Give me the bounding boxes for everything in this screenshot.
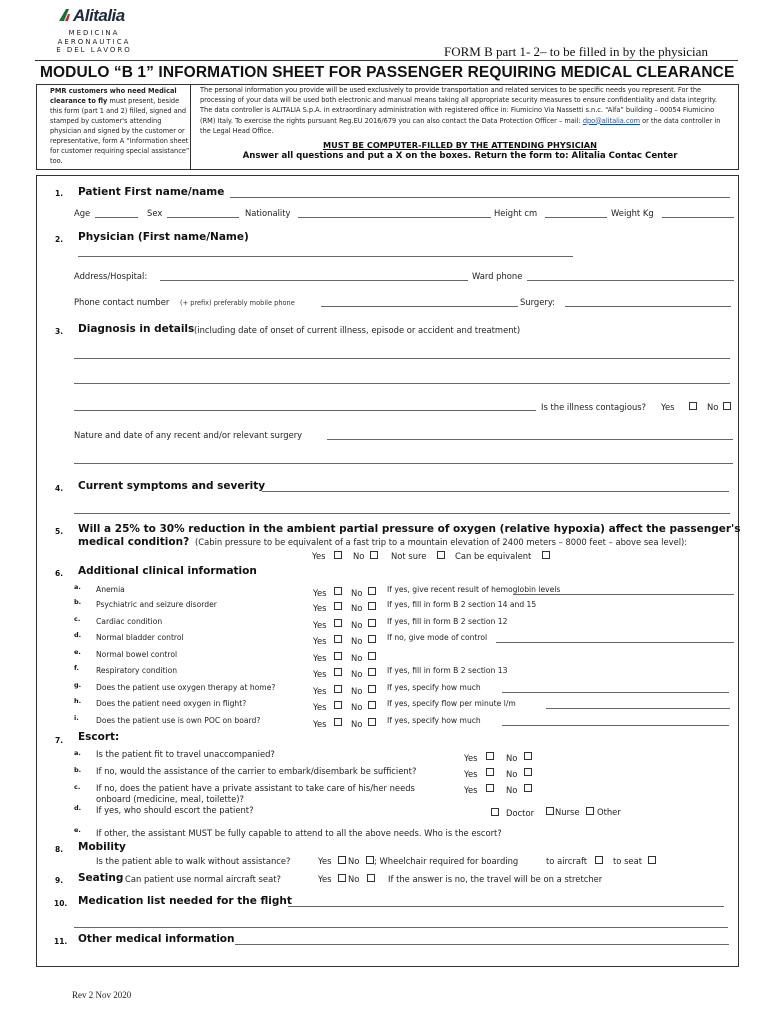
section-number: 3. [55, 327, 64, 336]
age-label: Age [74, 208, 91, 218]
escort-q-c: If no, does the patient have a private assistant to take care of his/her needs [96, 783, 415, 793]
surgery-nature-field[interactable] [327, 439, 733, 440]
escort-a-yes-checkbox[interactable] [486, 752, 494, 760]
hypoxia-equivalent-label: Can be equivalent [455, 551, 532, 561]
clinical-item-note: If yes, fill in form B 2 section 13 [387, 666, 508, 675]
weight-field[interactable] [662, 217, 734, 218]
dpo-email-link[interactable]: dpo@alitalia.com [582, 116, 641, 125]
clinical-item-label: Does the patient need oxygen in flight? [96, 699, 247, 708]
item-letter: e. [74, 648, 81, 656]
pmr-note [36, 84, 191, 170]
page-title: MODULO “B 1” INFORMATION SHEET FOR PASSENGER REQUIRING MEDICAL CLEARANCE [40, 64, 735, 81]
mobility-yes-checkbox[interactable] [338, 856, 346, 864]
clinical-item-no-label: No [351, 653, 363, 663]
hypoxia-no-checkbox[interactable] [370, 551, 378, 559]
item-letter: i. [74, 714, 79, 722]
item-letter: f. [74, 664, 79, 672]
clinical-item-yes-label: Yes [313, 702, 327, 712]
clinical-item-no-checkbox[interactable] [368, 685, 376, 693]
section-number: 6. [55, 569, 64, 578]
seating-no-checkbox[interactable] [367, 874, 375, 882]
ward-phone-label: Ward phone [472, 271, 523, 281]
clinical-item-detail-field[interactable] [513, 594, 734, 595]
seating-no-label: No [348, 874, 360, 884]
mobility-question: Is the patient able to walk without assistance? [96, 856, 291, 866]
hypoxia-no-label: No [353, 551, 365, 561]
address-field[interactable] [160, 280, 468, 281]
surgery-nature-label: Nature and date of any recent and/or relevant surgery [74, 430, 303, 440]
mobility-no-label: No [348, 856, 360, 866]
clinical-item-no-label: No [351, 669, 363, 679]
clinical-item-no-label: No [351, 719, 363, 729]
clinical-item-yes-checkbox[interactable] [334, 635, 342, 643]
clinical-item-detail-field[interactable] [502, 725, 729, 726]
clinical-item-yes-checkbox[interactable] [334, 718, 342, 726]
alitalia-logo [58, 6, 134, 55]
mobility-no-checkbox[interactable] [366, 856, 374, 864]
section-title-seating: Seating [78, 872, 124, 884]
diagnosis-note: (including date of onset of current illness, episode or accident and treatment) [194, 325, 521, 335]
clinical-item-label: Does the patient use oxygen therapy at home? [96, 683, 276, 692]
medication-line-2[interactable] [74, 927, 728, 928]
sex-label: Sex [147, 208, 163, 218]
hypoxia-equivalent-checkbox[interactable] [542, 551, 550, 559]
surgery-field[interactable] [565, 306, 731, 307]
clinical-item-no-label: No [351, 620, 363, 630]
section-number: 1. [55, 189, 64, 198]
clinical-item-no-label: No [351, 588, 363, 598]
section-title-physician: Physician (First name/Name) [78, 231, 249, 243]
escort-doctor-label: Doctor [506, 808, 535, 818]
pmr-note-text: must present, beside this form (part 1 and 2) filled, signed and stamped by customer's attending physician and signed by the customer or representative, form A “Information sheet for customer requiring special assistance” too. [50, 97, 190, 165]
escort-b-yes-label: Yes [464, 769, 478, 779]
clinical-item-yes-label: Yes [313, 669, 327, 679]
section-title-hypoxia: Will a 25% to 30% reduction in the ambient partial pressure of oxygen (relative hypoxia) affect the passenger's [78, 523, 741, 535]
clinical-item-yes-label: Yes [313, 603, 327, 613]
clinical-item-label: Psychiatric and seizure disorder [96, 600, 217, 609]
nationality-field[interactable] [298, 217, 491, 218]
clinical-item-note: If yes, fill in form B 2 section 12 [387, 617, 508, 626]
hypoxia-notsure-checkbox[interactable] [437, 551, 445, 559]
section-number: 8. [55, 845, 64, 854]
clinical-item-note: If yes, give recent result of hemoglobin levels [387, 585, 561, 594]
header-divider [35, 60, 738, 61]
section-title-diagnosis: Diagnosis in details [78, 323, 195, 335]
clinical-item-yes-checkbox[interactable] [334, 619, 342, 627]
patient-name-field[interactable] [230, 197, 730, 198]
escort-other-checkbox[interactable] [586, 807, 594, 815]
escort-c-yes-label: Yes [464, 785, 478, 795]
to-aircraft-label: to aircraft [546, 856, 588, 866]
section-number: 10. [54, 899, 68, 908]
hypoxia-yes-checkbox[interactable] [334, 551, 342, 559]
clinical-item-yes-checkbox[interactable] [334, 685, 342, 693]
escort-nurse-label: Nurse [555, 807, 580, 817]
section-title-mobility: Mobility [78, 841, 126, 853]
clinical-item-no-checkbox[interactable] [368, 668, 376, 676]
escort-b-yes-checkbox[interactable] [486, 768, 494, 776]
section-number: 4. [55, 484, 64, 493]
contagious-no-checkbox[interactable] [723, 402, 731, 410]
clinical-item-label: Normal bladder control [96, 633, 184, 642]
escort-a-yes-label: Yes [464, 753, 478, 763]
to-aircraft-checkbox[interactable] [595, 856, 603, 864]
section-title-medication: Medication list needed for the flight [78, 895, 292, 907]
clinical-item-label: Anemia [96, 585, 125, 594]
section-number: 11. [54, 937, 68, 946]
clinical-item-no-label: No [351, 636, 363, 646]
hypoxia-yes-label: Yes [312, 551, 326, 561]
revision-footer: Rev 2 Nov 2020 [72, 990, 132, 1000]
section-title-patient: Patient First name/name [78, 186, 225, 198]
clinical-item-note: If yes, specify how much [387, 683, 481, 692]
clinical-item-yes-checkbox[interactable] [334, 701, 342, 709]
clinical-item-yes-checkbox[interactable] [334, 602, 342, 610]
clinical-item-label: Cardiac condition [96, 617, 163, 626]
privacy-text-1: The personal information you provide will be used exclusively to provide transportation and related services to be specific needs you represent. For the processing of your data will be used both electronic and manual means taking all appropriate security measures to ensure confidentiality and data integrity. The data controller is ALITALIA S.p.A. in extraordinary administration with registered office in: Fiumicino Via Nassetti s.n.c. “Alfa” building – 00054 Fiumicino (RM) Italy. To exercise the rights pursuant Reg.EU 2016/679 you can also contact the Data Protection Officer – mail: [200, 86, 717, 125]
clinical-item-note: If yes, fill in form B 2 section 14 and 15 [387, 600, 537, 609]
age-field[interactable] [95, 217, 138, 218]
address-label: Address/Hospital: [74, 271, 148, 281]
escort-q-b: If no, would the assistance of the carrier to embark/disembark be sufficient? [96, 766, 417, 776]
answer-instructions: Answer all questions and put a X on the boxes. Return the form to: Alitalia Contac Center [242, 151, 678, 161]
logo-sub-2: AERONAUTICA [57, 37, 131, 46]
section-number: 5. [55, 527, 64, 536]
to-seat-label: to seat [613, 856, 643, 866]
clinical-item-no-checkbox[interactable] [368, 652, 376, 660]
clinical-item-note: If no, give mode of control [387, 633, 488, 642]
contagious-no-label: No [707, 402, 719, 412]
privacy-text-2: or the data controller in the Legal Head Office. [200, 116, 721, 135]
escort-q-c-2: onboard (medicine, meal, toilette)? [96, 794, 244, 804]
clinical-item-yes-label: Yes [313, 636, 327, 646]
clinical-item-yes-checkbox[interactable] [334, 587, 342, 595]
clinical-item-no-checkbox[interactable] [368, 602, 376, 610]
to-seat-checkbox[interactable] [648, 856, 656, 864]
surgery-label: Surgery: [520, 297, 555, 307]
escort-a-no-checkbox[interactable] [524, 752, 532, 760]
must-computer-filled: MUST BE COMPUTER-FILLED BY THE ATTENDING PHYSICIAN [323, 140, 597, 150]
wheelchair-label: ; Wheelchair required for boarding [374, 856, 519, 866]
item-letter: g. [74, 681, 82, 689]
clinical-item-note: If yes, specify how much [387, 716, 481, 725]
nationality-label: Nationality [245, 208, 291, 218]
escort-q-e: If other, the assistant MUST be fully capable to attend to all the above needs. Who is the escort? [96, 828, 502, 838]
clinical-item-yes-label: Yes [313, 719, 327, 729]
symptoms-field[interactable] [262, 491, 729, 492]
section-title-hypoxia-2: medical condition? [78, 536, 190, 548]
contagious-yes-label: Yes [661, 402, 675, 412]
form-label: FORM B part 1- 2– to be filled in by the physician [444, 44, 708, 59]
clinical-item-no-checkbox[interactable] [368, 701, 376, 709]
seating-question: Can patient use normal aircraft seat? [125, 874, 281, 884]
escort-q-a: Is the patient fit to travel unaccompanied? [96, 749, 275, 759]
clinical-item-no-checkbox[interactable] [368, 718, 376, 726]
clinical-item-no-checkbox[interactable] [368, 587, 376, 595]
clinical-item-yes-label: Yes [313, 686, 327, 696]
sex-field[interactable] [167, 217, 239, 218]
clinical-item-yes-label: Yes [313, 588, 327, 598]
escort-b-no-label: No [506, 769, 518, 779]
phone-field[interactable] [321, 306, 518, 307]
ward-phone-field[interactable] [527, 280, 734, 281]
height-label: Height cm [494, 208, 538, 218]
escort-c-no-checkbox[interactable] [524, 784, 532, 792]
symptoms-line-2[interactable] [74, 513, 730, 514]
escort-q-d: If yes, who should escort the patient? [96, 805, 254, 815]
hypoxia-note: (Cabin pressure to be equivalent of a fast trip to a mountain elevation of 2400 meters – 8000 feet – above sea level): [195, 537, 688, 547]
height-field[interactable] [545, 217, 607, 218]
seating-yes-checkbox[interactable] [338, 874, 346, 882]
contagious-yes-checkbox[interactable] [689, 402, 697, 410]
surgery-nature-line-2[interactable] [74, 463, 733, 464]
escort-doctor-checkbox[interactable] [491, 808, 499, 816]
phone-label: Phone contact number [74, 297, 170, 307]
item-letter: a. [74, 583, 81, 591]
clinical-item-no-label: No [351, 603, 363, 613]
diagnosis-line-2[interactable] [74, 383, 730, 384]
section-number: 2. [55, 235, 64, 244]
other-info-field[interactable] [235, 944, 729, 945]
escort-c-yes-checkbox[interactable] [486, 784, 494, 792]
clinical-item-yes-label: Yes [313, 653, 327, 663]
diagnosis-line-1[interactable] [74, 358, 730, 359]
clinical-item-detail-field[interactable] [502, 692, 729, 693]
diagnosis-line-3[interactable] [74, 410, 536, 411]
weight-label: Weight Kg [611, 208, 654, 218]
logo-brand: Alitalia [73, 6, 125, 25]
stretcher-note: If the answer is no, the travel will be on a stretcher [388, 874, 603, 884]
clinical-item-label: Does the patient use is own POC on board? [96, 716, 261, 725]
contagious-label: Is the illness contagious? [541, 402, 647, 412]
item-letter: b. [74, 598, 82, 606]
clinical-item-note: If yes, specify flow per minute l/m [387, 699, 516, 708]
escort-b-no-checkbox[interactable] [524, 768, 532, 776]
seating-yes-label: Yes [318, 874, 332, 884]
clinical-item-no-label: No [351, 702, 363, 712]
clinical-item-yes-label: Yes [313, 620, 327, 630]
section-title-escort: Escort: [78, 731, 120, 743]
clinical-item-no-label: No [351, 686, 363, 696]
alitalia-a-icon [58, 8, 72, 22]
item-letter: h. [74, 697, 82, 705]
section-number: 7. [55, 736, 64, 745]
pmr-note-bold: PMR customers who need Medical clearance to fly [50, 87, 177, 105]
physician-name-field[interactable] [78, 256, 573, 257]
escort-c-no-label: No [506, 785, 518, 795]
section-title-symptoms: Current symptoms and severity [78, 480, 266, 492]
section-title-other-info: Other medical information [78, 933, 235, 945]
escort-other-label: Other [597, 807, 621, 817]
clinical-item-label: Respiratory condition [96, 666, 178, 675]
escort-a-no-label: No [506, 753, 518, 763]
item-letter: c. [74, 615, 81, 623]
clinical-item-yes-checkbox[interactable] [334, 668, 342, 676]
clinical-item-no-checkbox[interactable] [368, 619, 376, 627]
clinical-item-detail-field[interactable] [546, 708, 730, 709]
clinical-item-detail-field[interactable] [496, 642, 734, 643]
section-number: 9. [55, 876, 64, 885]
privacy-notice [200, 85, 730, 136]
item-letter: d. [74, 631, 82, 639]
phone-note: (+ prefix) preferably mobile phone [180, 299, 295, 307]
medication-field[interactable] [288, 906, 724, 907]
logo-sub-3: E DEL LAVORO [56, 46, 132, 54]
clinical-item-label: Normal bowel control [96, 650, 178, 659]
escort-nurse-checkbox[interactable] [546, 807, 554, 815]
logo-sub-1: MEDICINA [68, 29, 120, 37]
mobility-yes-label: Yes [318, 856, 332, 866]
clinical-item-yes-checkbox[interactable] [334, 652, 342, 660]
clinical-item-no-checkbox[interactable] [368, 635, 376, 643]
hypoxia-notsure-label: Not sure [391, 551, 427, 561]
section-title-clinical: Additional clinical information [78, 565, 257, 577]
